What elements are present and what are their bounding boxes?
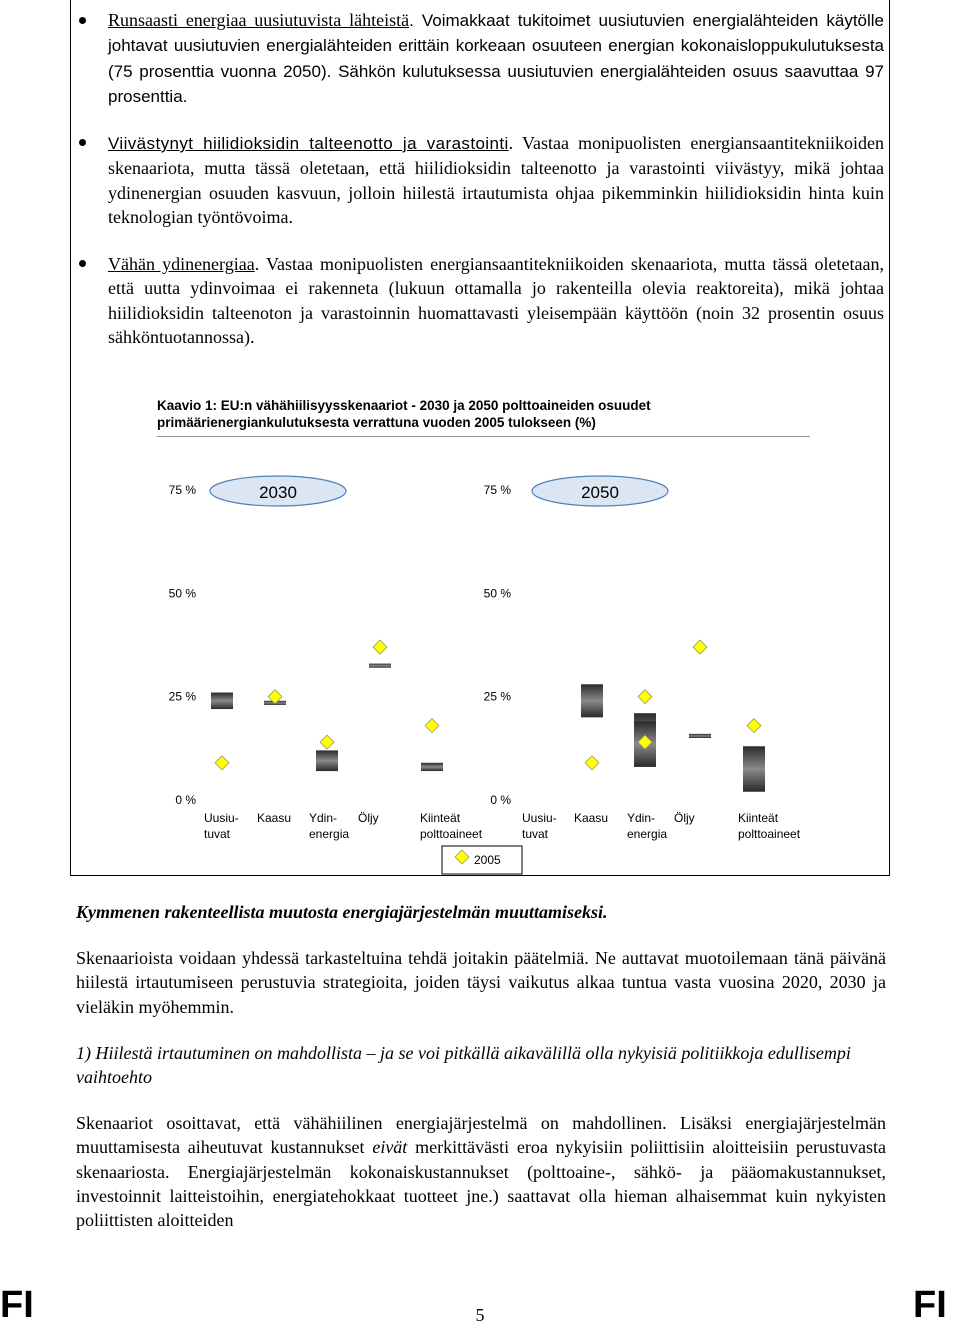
x-category-label: Kiinteät xyxy=(738,811,779,825)
page-number: 5 xyxy=(475,1305,485,1325)
reference-2005-marker xyxy=(215,756,229,770)
x-category-label: polttoaineet xyxy=(420,827,483,841)
bullet-lead: Runsaasti energiaa uusiutuvista lähteistä xyxy=(108,10,410,30)
x-category-label: Öljy xyxy=(674,811,695,825)
scenario-year-label: 2030 xyxy=(259,483,297,502)
scenario-year-label: 2050 xyxy=(581,483,619,502)
bullet-lead: Viivästynyt hiilidioksidin talteenotto ja varastointi xyxy=(108,134,509,153)
x-category-label: energia xyxy=(309,827,350,841)
range-bar xyxy=(369,664,391,668)
reference-2005-marker xyxy=(320,735,334,749)
y-tick-label: 75 % xyxy=(483,483,511,497)
y-tick-label: 75 % xyxy=(168,483,196,497)
section-heading xyxy=(76,900,886,924)
y-tick-label: 0 % xyxy=(490,793,511,807)
bullet-text: . Vastaa monipuolisten energiansaantitekniikoiden skenaariota, mutta tässä oletetaan, että uutta ydinvoimaa ei rakenneta (lukuun ottamalla jo rakenteilla olevia reaktoreita), mikä johtaa hiilidioksidin talteenoton ja varastoinnin huomattavasti yleisempään käyttöön (noin 32 prosentin osuus sähköntuotannossa). xyxy=(108,254,885,347)
range-bar xyxy=(211,693,233,710)
range-bar xyxy=(743,746,765,791)
range-bar xyxy=(316,750,338,771)
range-bar xyxy=(581,684,603,717)
paragraph-2-after: merkittävästi eroa nykyisiin poliittisiin aloitteisiin perustuvasta skenaariosta. Energiajärjestelmän kokonaiskustannukset (polttoaine-, sähkö- ja pääomakustannukset, investoinnit laitteistoihin, energiatehokkaat tuotteet jne.) saattavat olla hieman alhaisemmat kuin nykyisten poliittisten aloitteiden xyxy=(76,1137,886,1231)
y-tick-label: 25 % xyxy=(168,689,196,704)
paragraph-2-emphasis: eivät xyxy=(372,1137,408,1158)
footer-lang-right: FI xyxy=(913,1284,947,1326)
reference-2005-marker xyxy=(638,690,652,704)
reference-2005-marker xyxy=(585,756,599,770)
x-category-label: Kaasu xyxy=(257,811,292,825)
reference-2005-marker xyxy=(425,719,439,733)
y-tick-label: 50 % xyxy=(168,586,196,601)
range-bar xyxy=(421,763,443,771)
x-category-label: Kaasu xyxy=(574,811,609,825)
y-tick-label: 0 % xyxy=(175,793,196,807)
x-category-label: Öljy xyxy=(358,811,379,825)
x-category-label: energia xyxy=(627,827,668,841)
reference-2005-marker xyxy=(693,640,707,654)
range-bar xyxy=(689,734,711,738)
y-tick-label: 50 % xyxy=(483,586,511,601)
chart-title: Kaavio 1: EU:n vähähiilisyysskenaariot - 2030 ja 2050 polttoaineiden osuudet primäärienergiankulutuksesta verrattuna vuoden 2005 tulokseen (%) xyxy=(157,398,651,430)
paragraph-2 xyxy=(76,1111,886,1232)
legend-label: 2005 xyxy=(474,853,501,867)
bullet-lead: Vähän ydinenergiaa xyxy=(108,254,255,274)
y-tick-label: 25 % xyxy=(483,689,511,704)
x-category-label: tuvat xyxy=(204,827,231,841)
reference-2005-marker xyxy=(747,719,761,733)
reference-2005-marker xyxy=(373,640,387,654)
section-heading-text: Kymmenen rakenteellista muutosta energiajärjestelmän muuttamiseksi. xyxy=(76,902,608,922)
paragraph-1: Skenaarioista voidaan yhdessä tarkasteltuina tehdä joitakin päätelmiä. Ne auttavat muotoilemaan tänä päivänä hiilestä irtautumiseen perustuvia strategioita, joiden täysi vaikutus alkaa tuntua vasta vuosina 2020, 2030 ja vieläkin myöhemmin. xyxy=(76,948,886,1017)
bullet-text: . Voimakkaat tukitoimet uusiutuvien energialähteiden käytölle johtavat uusiutuvien energialähteiden erittäin korkeaan osuuteen energian kokonaisloppukulutuksesta (75 prosenttia vuonna 2050). Sähkön kulutuksessa uusiutuvien energialähteiden osuus saavuttaa 97 prosenttia. xyxy=(108,11,885,106)
x-category-label: Ydin- xyxy=(627,811,656,825)
x-category-label: Uusiu- xyxy=(522,811,557,825)
x-category-label: tuvat xyxy=(522,827,549,841)
paragraph-2-before: Skenaariot osoittavat, että vähähiilinen energiajärjestelmä on mahdollinen. Lisäksi energiajärjestelmän muuttamisesta aiheutuvat kustannukset xyxy=(76,1113,886,1158)
x-category-label: Uusiu- xyxy=(204,811,239,825)
x-category-label: polttoaineet xyxy=(738,827,801,841)
x-category-label: Ydin- xyxy=(309,811,338,825)
footer-lang-left: FI xyxy=(0,1284,34,1326)
subheading-1: 1) Hiilestä irtautuminen on mahdollista – ja se voi pitkällä aikavälillä olla nykyisiä politiikkoja edullisempi vaihtoehto xyxy=(76,1043,851,1088)
bullet-text: . Vastaa monipuolisten energiansaantitekniikoiden skenaariota, mutta tässä oletetaan, että hiilidioksidin talteenotto ja varastointi viivästyy, mikä johtaa ydinenergian osuuden kasvuun, jolloin hiilestä irtautumista ohjaa pikemminkin hiilidioksidin hinta kuin teknologian työntövoima. xyxy=(108,133,884,227)
x-category-label: Kiinteät xyxy=(420,811,461,825)
